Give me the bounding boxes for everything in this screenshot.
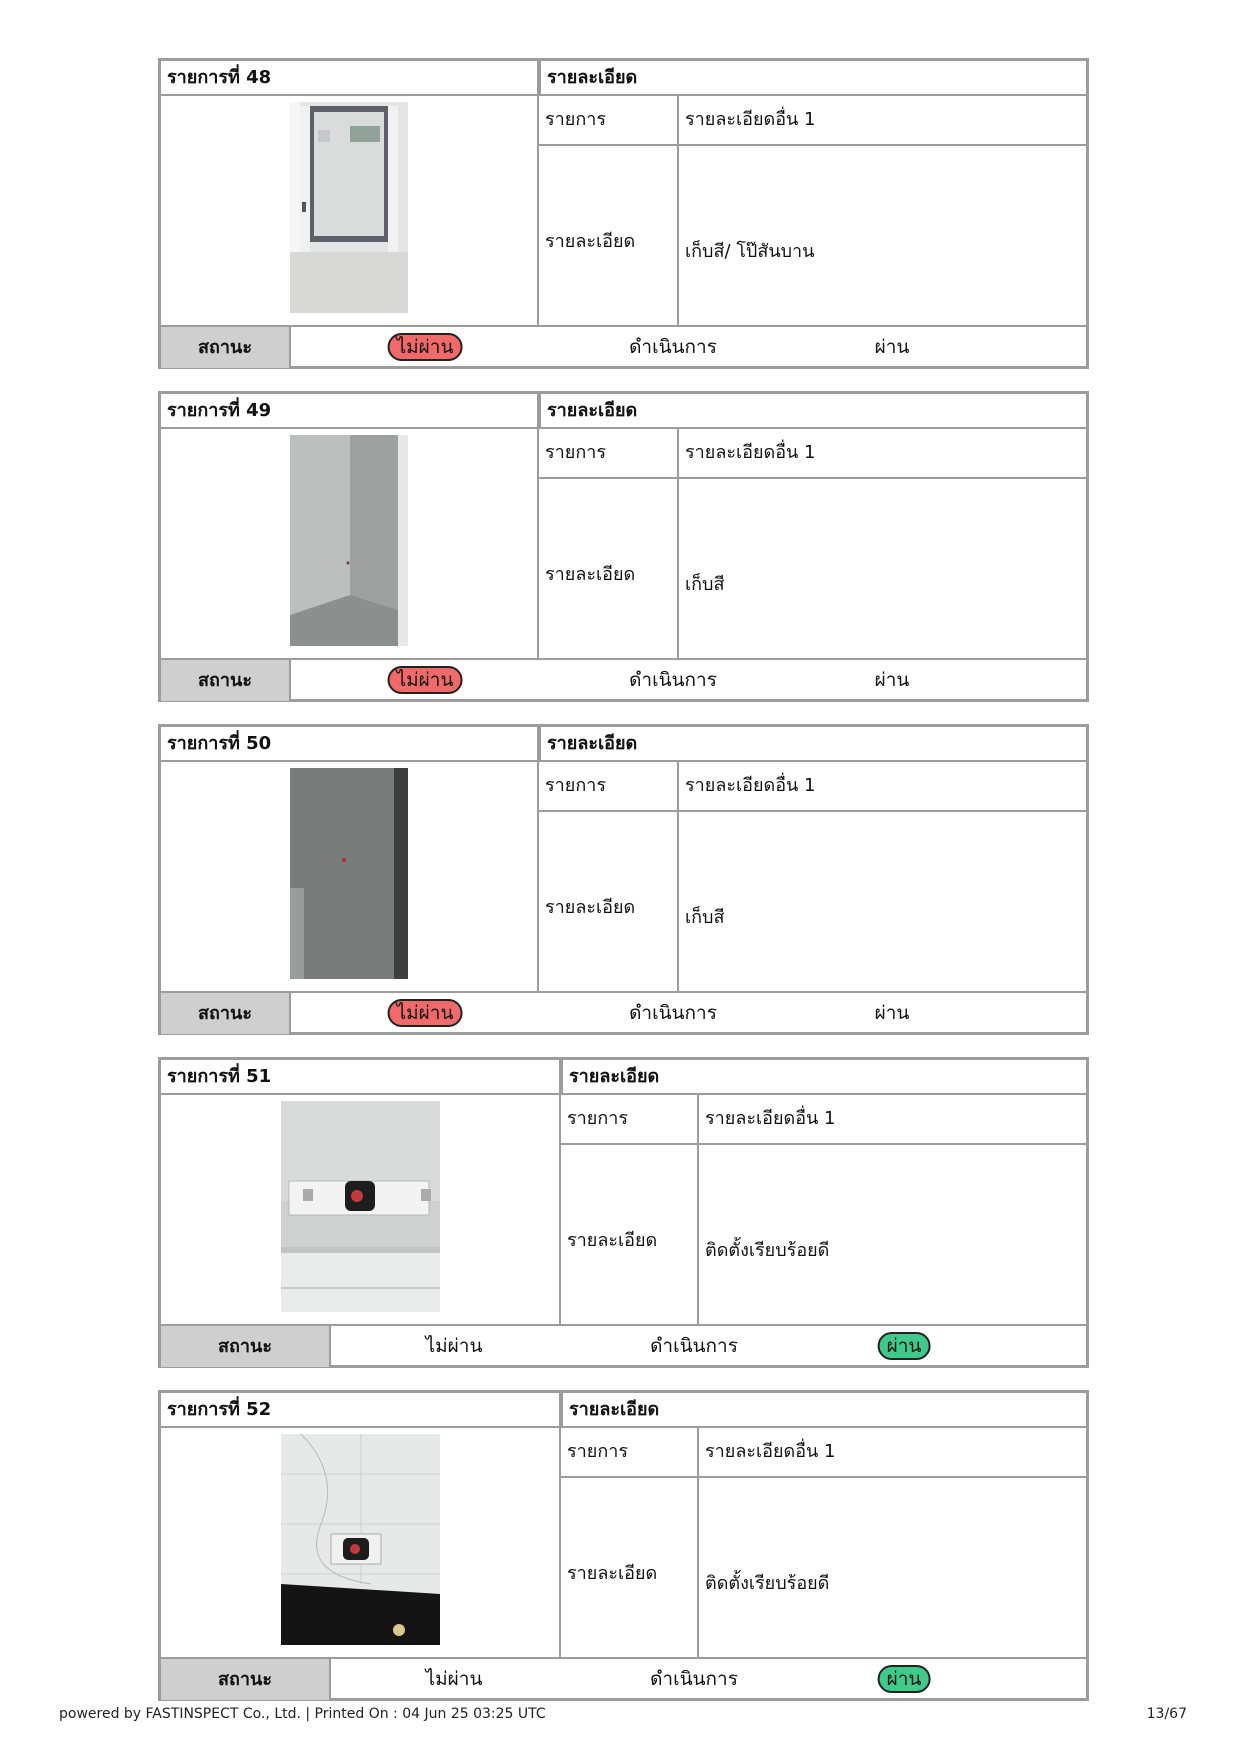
desc-value bbox=[677, 812, 1086, 991]
photo-cell bbox=[161, 429, 537, 658]
inspection-item bbox=[158, 724, 1089, 1035]
item-title: รายการที่ 52 bbox=[161, 1393, 561, 1428]
status-progress-option[interactable]: ดำเนินการ bbox=[629, 336, 717, 358]
desc-value-text: ติดตั้งเรียบร้อยดี bbox=[705, 1573, 830, 1594]
status-label: สถานะ bbox=[161, 1659, 331, 1700]
list-label: รายการ bbox=[539, 762, 677, 812]
list-value: รายละเอียดอื่น 1 bbox=[697, 1095, 1086, 1145]
wall-outlet-photo[interactable] bbox=[281, 1101, 440, 1312]
desc-value bbox=[677, 479, 1086, 658]
photo-cell bbox=[161, 96, 537, 325]
detail-header: รายละเอียด bbox=[561, 1393, 1086, 1428]
desc-label-text: รายละเอียด bbox=[545, 897, 636, 918]
wall-corner-photo[interactable] bbox=[290, 435, 408, 646]
status-row bbox=[161, 325, 1086, 366]
desc-label-text: รายละเอียด bbox=[567, 1230, 658, 1251]
item-title: รายการที่ 48 bbox=[161, 61, 539, 96]
inspection-item bbox=[158, 1057, 1089, 1368]
desc-value-text: ติดตั้งเรียบร้อยดี bbox=[705, 1240, 830, 1261]
list-label: รายการ bbox=[539, 429, 677, 479]
status-row bbox=[161, 1657, 1086, 1698]
detail-header: รายละเอียด bbox=[539, 727, 1086, 762]
status-fail-text: ไม่ผ่าน bbox=[388, 666, 463, 694]
desc-label bbox=[561, 1145, 697, 1324]
list-label: รายการ bbox=[561, 1428, 697, 1478]
status-fail-option[interactable] bbox=[388, 660, 463, 701]
desc-value-text: เก็บสี/ โป๊สันบาน bbox=[685, 241, 815, 262]
status-label: สถานะ bbox=[161, 327, 291, 368]
desc-value bbox=[697, 1145, 1086, 1324]
status-row bbox=[161, 658, 1086, 699]
detail-header: รายละเอียด bbox=[539, 61, 1086, 96]
status-pass-option[interactable]: ผ่าน bbox=[874, 669, 910, 691]
desc-label bbox=[539, 146, 677, 325]
status-row bbox=[161, 1324, 1086, 1365]
photo-cell bbox=[161, 1428, 559, 1657]
status-progress-option[interactable]: ดำเนินการ bbox=[629, 1002, 717, 1024]
desc-label bbox=[539, 812, 677, 991]
status-fail-text: ไม่ผ่าน bbox=[388, 999, 463, 1027]
inspection-item bbox=[158, 391, 1089, 702]
desc-label bbox=[561, 1478, 697, 1657]
status-pass-text: ผ่าน bbox=[878, 1332, 931, 1360]
desc-value bbox=[697, 1478, 1086, 1657]
status-fail-option[interactable] bbox=[388, 993, 463, 1034]
status-fail-option[interactable]: ไม่ผ่าน bbox=[425, 1335, 483, 1357]
list-label: รายการ bbox=[539, 96, 677, 146]
status-label: สถานะ bbox=[161, 993, 291, 1034]
desc-value bbox=[677, 146, 1086, 325]
status-label: สถานะ bbox=[161, 660, 291, 701]
inspection-item bbox=[158, 58, 1089, 369]
detail-header: รายละเอียด bbox=[539, 394, 1086, 429]
status-fail-text: ไม่ผ่าน bbox=[388, 333, 463, 361]
status-pass-option[interactable]: ผ่าน bbox=[874, 336, 910, 358]
photo-cell bbox=[161, 1095, 559, 1324]
cabinet-door-photo[interactable] bbox=[290, 102, 408, 313]
list-value: รายละเอียดอื่น 1 bbox=[677, 96, 1086, 146]
status-pass-text: ผ่าน bbox=[878, 1665, 931, 1693]
list-value: รายละเอียดอื่น 1 bbox=[677, 429, 1086, 479]
page-number: 13/67 bbox=[1146, 1706, 1187, 1722]
desc-value-text: เก็บสี bbox=[685, 907, 725, 928]
detail-header: รายละเอียด bbox=[561, 1060, 1086, 1095]
status-fail-option[interactable] bbox=[388, 327, 463, 368]
status-pass-option[interactable] bbox=[878, 1326, 931, 1367]
status-pass-option[interactable]: ผ่าน bbox=[874, 1002, 910, 1024]
desc-label-text: รายละเอียด bbox=[567, 1563, 658, 1584]
kitchen-outlet-photo[interactable] bbox=[281, 1434, 440, 1645]
desc-label-text: รายละเอียด bbox=[545, 231, 636, 252]
desc-label-text: รายละเอียด bbox=[545, 564, 636, 585]
list-label: รายการ bbox=[561, 1095, 697, 1145]
status-pass-option[interactable] bbox=[878, 1659, 931, 1700]
footer-credit: powered by FASTINSPECT Co., Ltd. | Printed On : 04 Jun 25 03:25 UTC bbox=[59, 1706, 546, 1722]
list-value: รายละเอียดอื่น 1 bbox=[697, 1428, 1086, 1478]
item-title: รายการที่ 50 bbox=[161, 727, 539, 762]
inspection-item bbox=[158, 1390, 1089, 1701]
item-title: รายการที่ 51 bbox=[161, 1060, 561, 1095]
desc-value-text: เก็บสี bbox=[685, 574, 725, 595]
list-value: รายละเอียดอื่น 1 bbox=[677, 762, 1086, 812]
item-title: รายการที่ 49 bbox=[161, 394, 539, 429]
desc-label bbox=[539, 479, 677, 658]
wall-edge-photo[interactable] bbox=[290, 768, 408, 979]
status-progress-option[interactable]: ดำเนินการ bbox=[650, 1335, 738, 1357]
status-label: สถานะ bbox=[161, 1326, 331, 1367]
status-row bbox=[161, 991, 1086, 1032]
status-progress-option[interactable]: ดำเนินการ bbox=[650, 1668, 738, 1690]
status-fail-option[interactable]: ไม่ผ่าน bbox=[425, 1668, 483, 1690]
status-progress-option[interactable]: ดำเนินการ bbox=[629, 669, 717, 691]
photo-cell bbox=[161, 762, 537, 991]
